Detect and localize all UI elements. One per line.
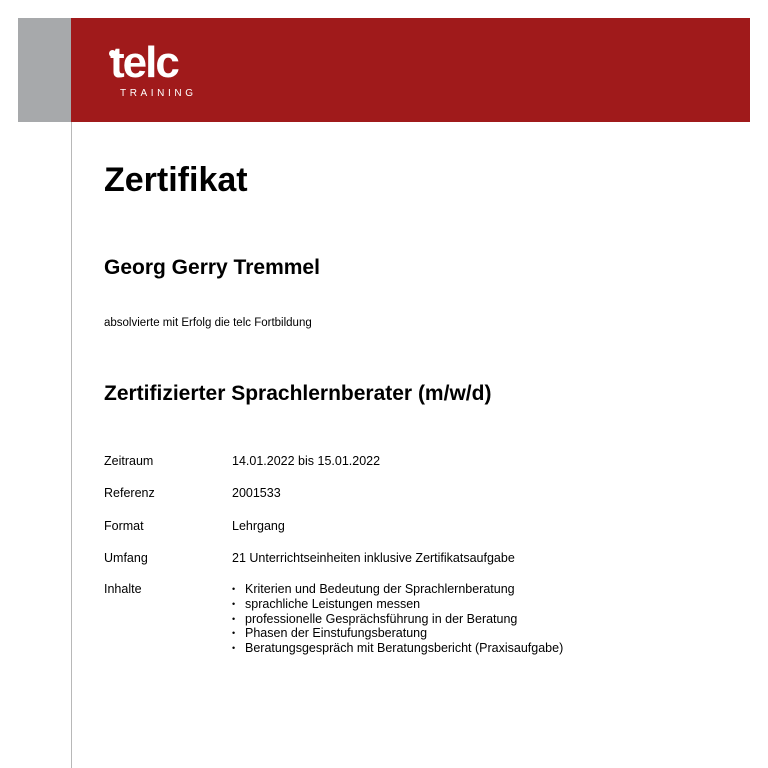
list-item: • sprachliche Leistungen messen <box>232 597 652 612</box>
certificate-title: Zertifikat <box>104 161 248 199</box>
header-banner <box>71 18 750 122</box>
recipient-name: Georg Gerry Tremmel <box>104 256 320 279</box>
list-item: • Beratungsgespräch mit Beratungsbericht (Praxisaufgabe) <box>232 641 652 656</box>
logo-wordmark: telc <box>110 38 178 87</box>
detail-label: Umfang <box>104 551 148 565</box>
detail-label: Inhalte <box>104 582 142 596</box>
list-item: • Kriterien und Bedeutung der Sprachlernberatung <box>232 582 652 597</box>
detail-label: Format <box>104 519 144 533</box>
intro-text: absolvierte mit Erfolg die telc Fortbildung <box>104 317 312 329</box>
detail-label: Zeitraum <box>104 454 154 468</box>
detail-value: Lehrgang <box>232 519 285 533</box>
list-item: • Phasen der Einstufungsberatung <box>232 626 652 641</box>
margin-line <box>71 122 72 768</box>
telc-logo <box>110 38 220 104</box>
course-title: Zertifizierter Sprachlernberater (m/w/d) <box>104 382 492 405</box>
detail-value: 2001533 <box>232 486 281 500</box>
contents-list <box>232 582 652 656</box>
detail-value: 21 Unterrichtseinheiten inklusive Zertifikatsaufgabe <box>232 551 515 565</box>
list-item: • professionelle Gesprächsführung in der Beratung <box>232 612 652 627</box>
detail-label: Referenz <box>104 486 155 500</box>
logo-subline: TRAINING <box>120 88 197 99</box>
detail-value: 14.01.2022 bis 15.01.2022 <box>232 454 381 468</box>
side-accent-bar <box>18 18 71 122</box>
